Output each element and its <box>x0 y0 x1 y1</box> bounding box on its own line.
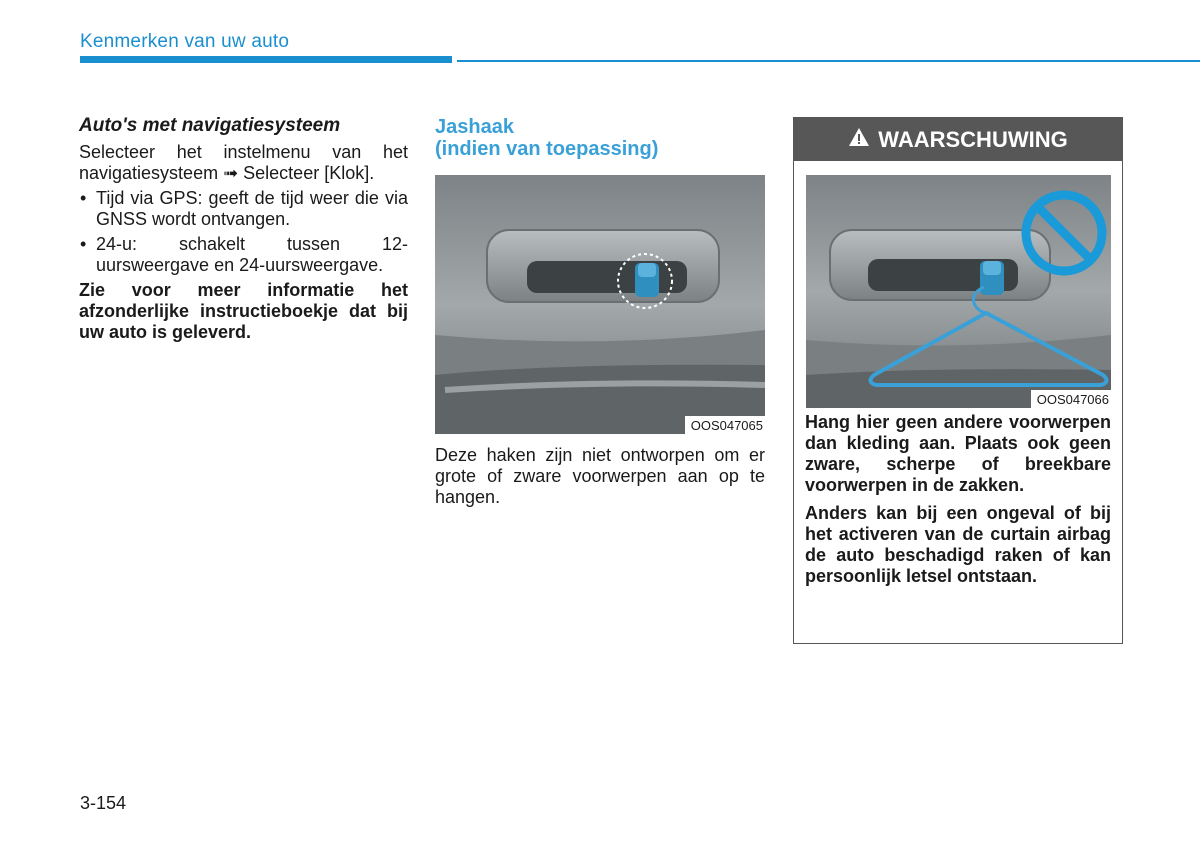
figure-code: OOS047066 <box>1031 390 1111 408</box>
list-item: • 24-u: schakelt tussen 12-uursweergave en 24-uursweergave. <box>79 234 408 276</box>
title-line: Jashaak <box>435 116 514 138</box>
note-paragraph: Zie voor meer informatie het afzonderlijke instructieboekje dat bij uw auto is geleverd. <box>79 280 408 342</box>
figure-code: OOS047065 <box>685 416 765 434</box>
coat-hook-body: Deze haken zijn niet ontworpen om er grote of zware voorwerpen aan op te hangen. <box>435 445 765 507</box>
warning-triangle-icon <box>848 127 870 153</box>
coat-hook-illustration <box>435 175 765 434</box>
header-rule-thick <box>80 56 452 63</box>
section-title: Kenmerken van uw auto <box>80 31 290 52</box>
bullet-list <box>79 188 408 276</box>
warning-header <box>794 118 1122 161</box>
warning-title: WAARSCHUWING <box>878 126 1068 152</box>
coat-hook-drawing <box>435 175 765 434</box>
intro-paragraph: Selecteer het instelmenu van het navigatiesysteem ➟ Selecteer [Klok]. <box>79 142 408 183</box>
warning-paragraph: Hang hier geen andere voorwerpen dan kleding aan. Plaats ook geen zware, scherpe of breekbare voorwerpen in de zakken. <box>805 412 1111 495</box>
header-rule-thin <box>457 60 1200 62</box>
hanger-warning-illustration <box>806 175 1111 408</box>
title-line: (indien van toepassing) <box>435 138 659 160</box>
column-navigation-clock <box>79 115 408 343</box>
warning-text <box>805 412 1111 594</box>
coat-hook-title <box>435 116 658 160</box>
warning-paragraph: Anders kan bij een ongeval of bij het activeren van de curtain airbag de auto beschadigd raken of kan persoonlijk letsel ontstaan. <box>805 503 1111 586</box>
list-item: • Tijd via GPS: geeft de tijd weer die via GNSS wordt ontvangen. <box>79 188 408 230</box>
page-number: 3-154 <box>80 793 127 813</box>
subheading: Auto's met navigatiesysteem <box>79 115 341 136</box>
hanger-warning-drawing <box>806 175 1111 408</box>
